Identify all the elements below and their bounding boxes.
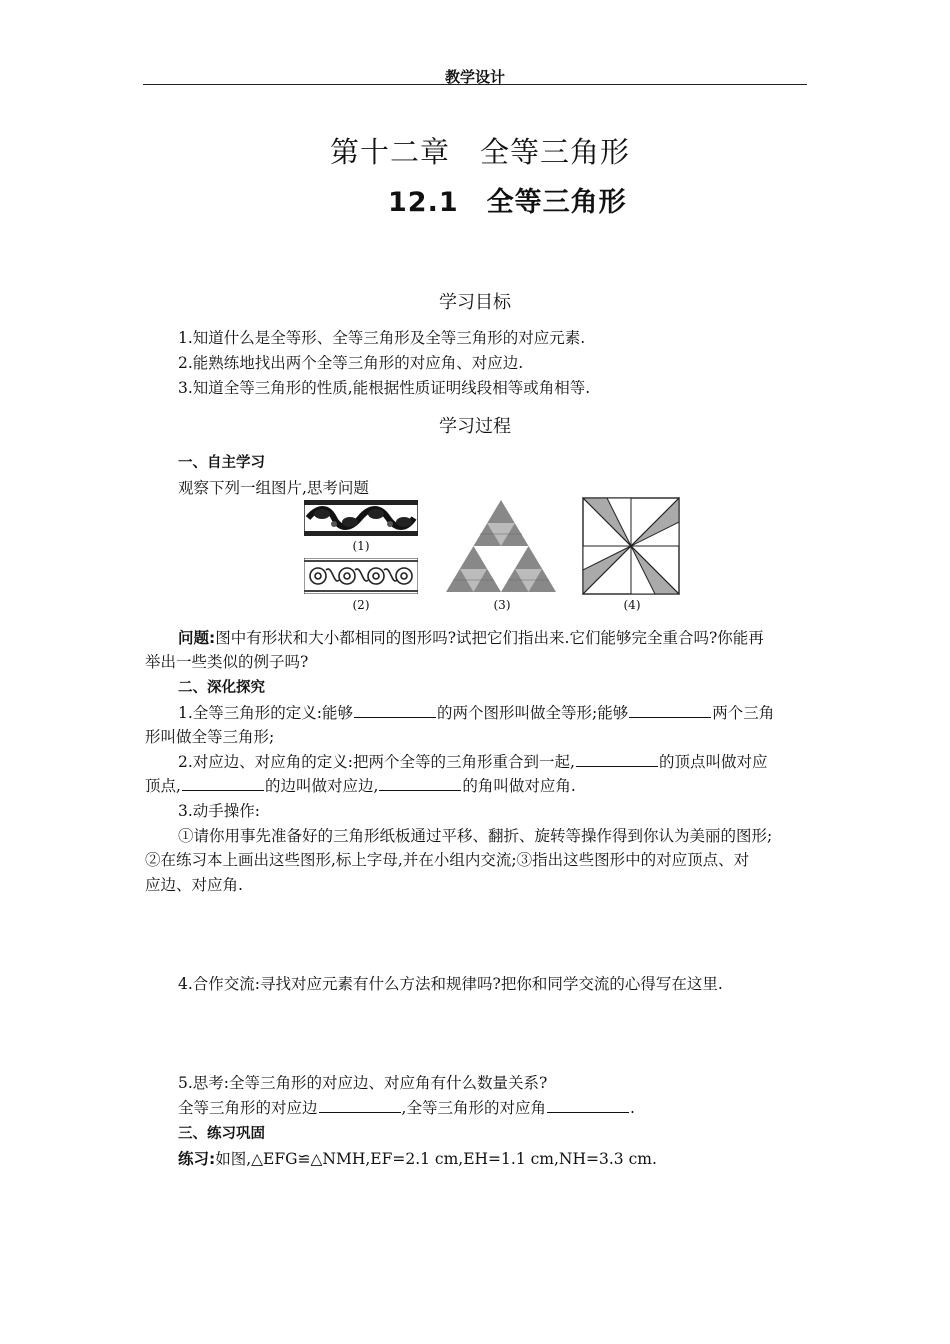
objective-item: 2.能熟练地找出两个全等三角形的对应角、对应边.: [178, 354, 524, 372]
fill-blank[interactable]: [576, 752, 658, 767]
q5-text: 5.思考:全等三角形的对应边、对应角有什么数量关系?: [178, 1074, 548, 1092]
objectives-heading: 学习目标: [439, 292, 511, 313]
q2-text-c: 顶点,: [145, 777, 181, 795]
q1-text-a: 1.全等三角形的定义:能够: [178, 704, 354, 722]
q5-text-b: ,全等三角形的对应角: [401, 1099, 546, 1117]
figure-3-triangle: [444, 498, 558, 594]
q5-text-c: .: [629, 1099, 635, 1117]
objective-item: 1.知道什么是全等形、全等三角形及全等三角形的对应元素.: [178, 329, 586, 347]
q2-text-e: 的角叫做对应角.: [462, 777, 576, 795]
q2-text-a: 2.对应边、对应角的定义:把两个全等的三角形重合到一起,: [178, 753, 575, 771]
q2-line-2: [145, 774, 576, 796]
process-heading: 学习过程: [439, 416, 511, 437]
figure-1-caption: (1): [352, 539, 370, 553]
figure-3-caption: (3): [493, 598, 511, 612]
fill-blank[interactable]: [379, 776, 461, 791]
q3-line-2: ②在练习本上画出这些图形,标上字母,并在小组内交流;③指出这些图形中的对应顶点、对: [145, 851, 750, 869]
header-title: 教学设计: [444, 68, 505, 86]
objective-item: 3.知道全等三角形的性质,能根据性质证明线段相等或角相等.: [178, 379, 591, 397]
fill-blank[interactable]: [182, 776, 264, 791]
practice-text: 如图,△EFG≌△NMH,EF=2.1 cm,EH=1.1 cm,NH=3.3 cm.: [215, 1150, 657, 1168]
figure-4-caption: (4): [623, 598, 641, 612]
figure-1-pattern: [304, 500, 418, 536]
q5-answer-line: [178, 1096, 635, 1118]
figure-2-pattern: [304, 558, 418, 594]
q2-text-d: 的边叫做对应边,: [264, 777, 379, 795]
question-text: 图中有形状和大小都相同的图形吗?试把它们指出来.它们能够完全重合吗?你能再: [215, 629, 764, 647]
fill-blank[interactable]: [629, 703, 711, 718]
q3-title: 3.动手操作:: [178, 802, 261, 820]
q1-line-1: [178, 701, 774, 723]
part1-intro: 观察下列一组图片,思考问题: [178, 479, 369, 497]
q5-text-a: 全等三角形的对应边: [178, 1099, 318, 1117]
q2-text-b: 的顶点叫做对应: [658, 753, 768, 771]
question-line-1: [178, 626, 764, 648]
q1-text-c: 两个三角: [712, 704, 775, 722]
fill-blank[interactable]: [354, 703, 436, 718]
fill-blank[interactable]: [319, 1098, 401, 1113]
q4-text: 4.合作交流:寻找对应元素有什么方法和规律吗?把你和同学交流的心得写在这里.: [178, 975, 723, 993]
section-title: 12.1 全等三角形: [388, 187, 627, 218]
question-line-2: 举出一些类似的例子吗?: [145, 653, 309, 671]
q1-line-2: 形叫做全等三角形;: [145, 728, 275, 746]
fill-blank[interactable]: [547, 1098, 629, 1113]
header-divider: [143, 84, 807, 85]
chapter-title: 第十二章 全等三角形: [330, 135, 631, 169]
part3-title: 三、练习巩固: [178, 1126, 265, 1142]
question-label: 问题:: [178, 629, 216, 647]
q3-line-1: ①请你用事先准备好的三角形纸板通过平移、翻折、旋转等操作得到你认为美丽的图形;: [178, 827, 773, 845]
q1-text-b: 的两个图形叫做全等形;能够: [437, 704, 629, 722]
q3-line-3: 应边、对应角.: [145, 876, 243, 894]
practice-label: 练习:: [178, 1150, 216, 1168]
part2-title: 二、深化探究: [178, 680, 265, 696]
figure-4-pinwheel: [582, 497, 680, 595]
practice-line: [178, 1147, 657, 1169]
figure-2-caption: (2): [352, 598, 370, 612]
part1-title: 一、自主学习: [178, 455, 265, 471]
q2-line-1: [178, 750, 767, 772]
